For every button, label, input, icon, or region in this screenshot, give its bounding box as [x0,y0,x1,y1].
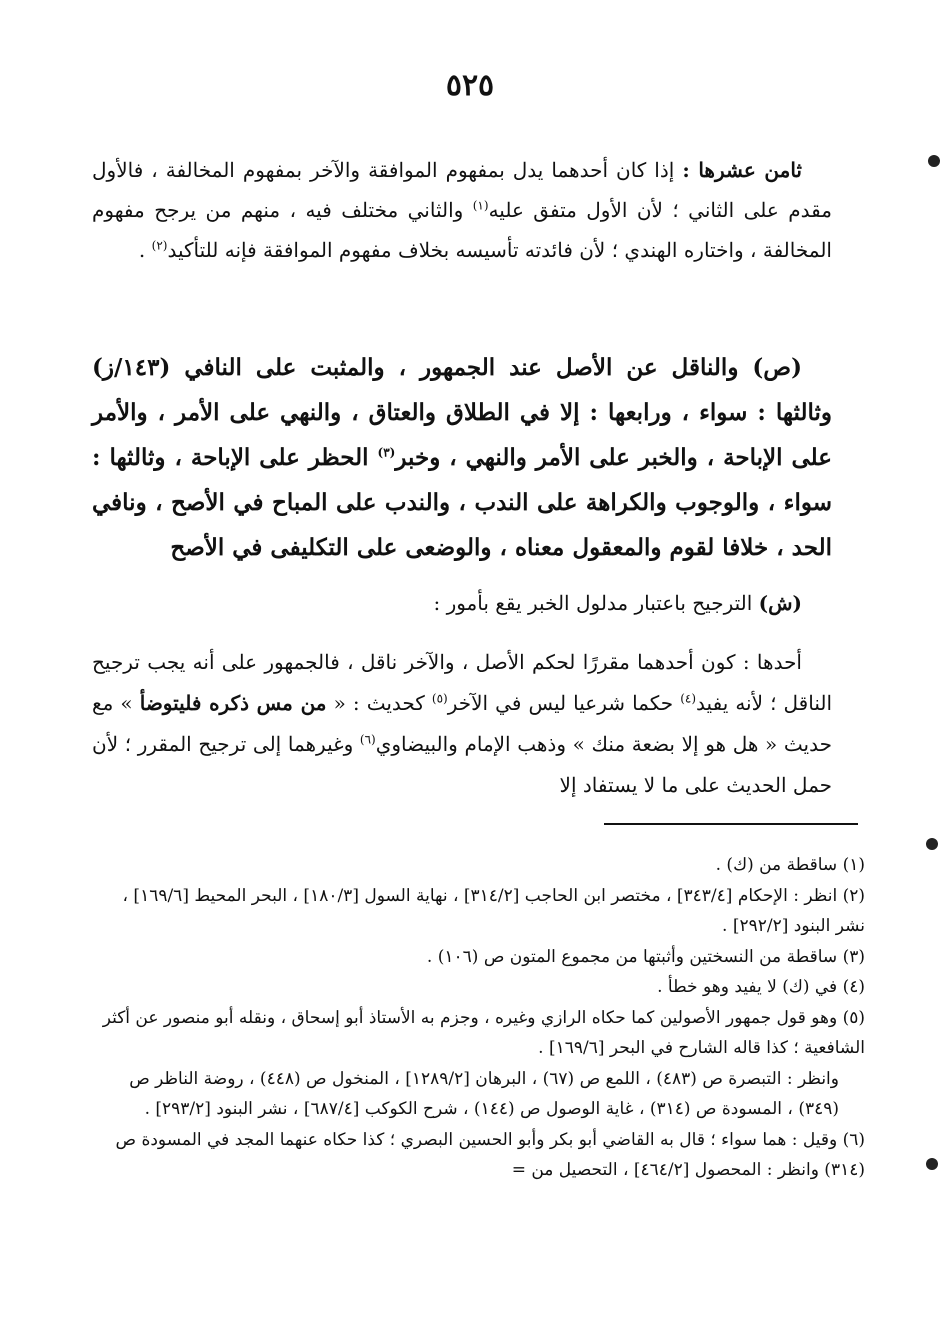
sharh-intro [92,582,832,624]
footnote-3: (٣) ساقطة من النسختين وأثبتها من مجموع المتون ص (١٠٦) . [426,946,865,967]
footnote-ref[interactable]: (٦) [359,732,376,747]
page-number: ٥٢٥ [445,68,495,103]
sharh-text: وغيرهما إلى ترجيح المقرر ؛ لأن حمل الحديث على ما لا يستفاد إلا [92,732,832,797]
sharh-text: » مع حديث « هل هو إلا بضعة منك » وذهب الإمام والبيضاوي [92,691,832,756]
margin-mark [926,1158,938,1170]
sharh-paragraph [92,642,832,806]
paragraph-text: . [138,238,152,262]
footnote-5: (٥) وهو قول جمهور الأصولين كما حكاه الرازي وغيره ، وجزم به الأستاذ أبو إسحاق ، ونقله أبو منصور عن أكثر الشافعية ؛ كذا قاله الشارح في البحر [١٦٩/٦] . [102,1007,865,1058]
footnote-6-text: (٦) وقيل : هما سواء ؛ قال به القاضي أبو بكر وأبو الحسين البصري ؛ كذا حكاه عنهما المجد في المسودة ص (٣١٤) وانظر : المحصول [٤٦٤/٢] ، التحصيل من [115,1129,865,1180]
hadith-quote: من مس ذكره فليتوضأ [139,691,327,715]
matn-text: (ص) والناقل عن الأصل عند الجمهور ، والمثبت على النافي (١٤٣/ز) وثالثها : سواء ، ورابعها : إلا في الطلاق والعتاق ، والنهي على الأمر ، والأمر على الإباحة ، والخبر على الأمر والنهي ، وخبر [92,354,833,471]
footnote-5-continued: وانظر : التبصرة ص (٤٨٣) ، اللمع ص (٦٧) ، البرهان [١٢٨٩/٢] ، المنخول ص (٤٤٨) ، روضة الناظر ص (٣٤٩) ، المسودة ص (٣١٤) ، غاية الوصول ص (١٤٤) ، شرح الكوكب [٦٨٧/٤] ، نشر البنود [٢٩٣/٢] . [129,1068,839,1119]
paragraph-text: والثاني مختلف فيه ، منهم من يرجح مفهوم المخالفة ، واختاره الهندي ؛ لأن فائدته تأسيسه بخلاف مفهوم الموافقة فإنه للتأكيد [92,198,832,262]
sharh-text: الترجيح باعتبار مدلول الخبر يقع بأمور : [433,591,759,615]
footnotes [92,850,865,1186]
footnote-ref[interactable]: (٣) [377,445,396,460]
paragraph-lead: ثامن عشرها : [682,158,802,182]
paragraph-text: إذا كان أحدهما يدل بمفهوم الموافقة والآخر بمفهوم المخالفة ، فالأول مقدم على الثاني ؛ لأن الأول متفق عليه [92,158,832,222]
footnote-1: (١) ساقطة من (ك) . [715,855,865,875]
continuation-mark: = [511,1160,526,1180]
paragraph-eighteenth [92,150,832,270]
footnote-ref[interactable]: (٥) [431,691,448,706]
footnote-ref[interactable]: (٢) [151,238,168,253]
sharh-lead: (ش) [758,591,802,615]
sharh-text: كحديث : « [326,691,432,715]
sharh-text: أحدها : كون أحدهما مقررًا لحكم الأصل ، والآخر ناقل ، فالجمهور على أنه يجب ترجيح الناقل ؛ لأنه يفيد [92,650,833,715]
footnote-divider [604,823,858,825]
matn-text: الحظر على الإباحة ، وثالثها : سواء ، والوجوب والكراهة على الندب ، والندب على المباح في الأصح ، ونافي الحد ، خلافا لقوم والمعقول معناه ، والوضعى على التكليفى في الأصح [92,444,832,561]
footnote-6 [92,1125,865,1186]
matn-paragraph [92,345,832,570]
sharh-text: حكما شرعيا ليس في الآخر [447,691,681,715]
footnote-4: (٤) في (ك) لا يفيد وهو خطأ . [657,977,865,997]
margin-mark [928,155,940,167]
footnote-2: (٢) انظر : الإحكام [٣٤٣/٤] ، مختصر ابن الحاجب [٣١٤/٢] ، نهاية السول [١٨٠/٣] ، البحر المحيط [١٦٩/٦] ، نشر البنود [٢٩٢/٢] . [122,885,865,936]
footnote-ref[interactable]: (١) [472,198,489,213]
footnote-ref[interactable]: (٤) [680,691,697,706]
margin-mark [926,838,938,850]
